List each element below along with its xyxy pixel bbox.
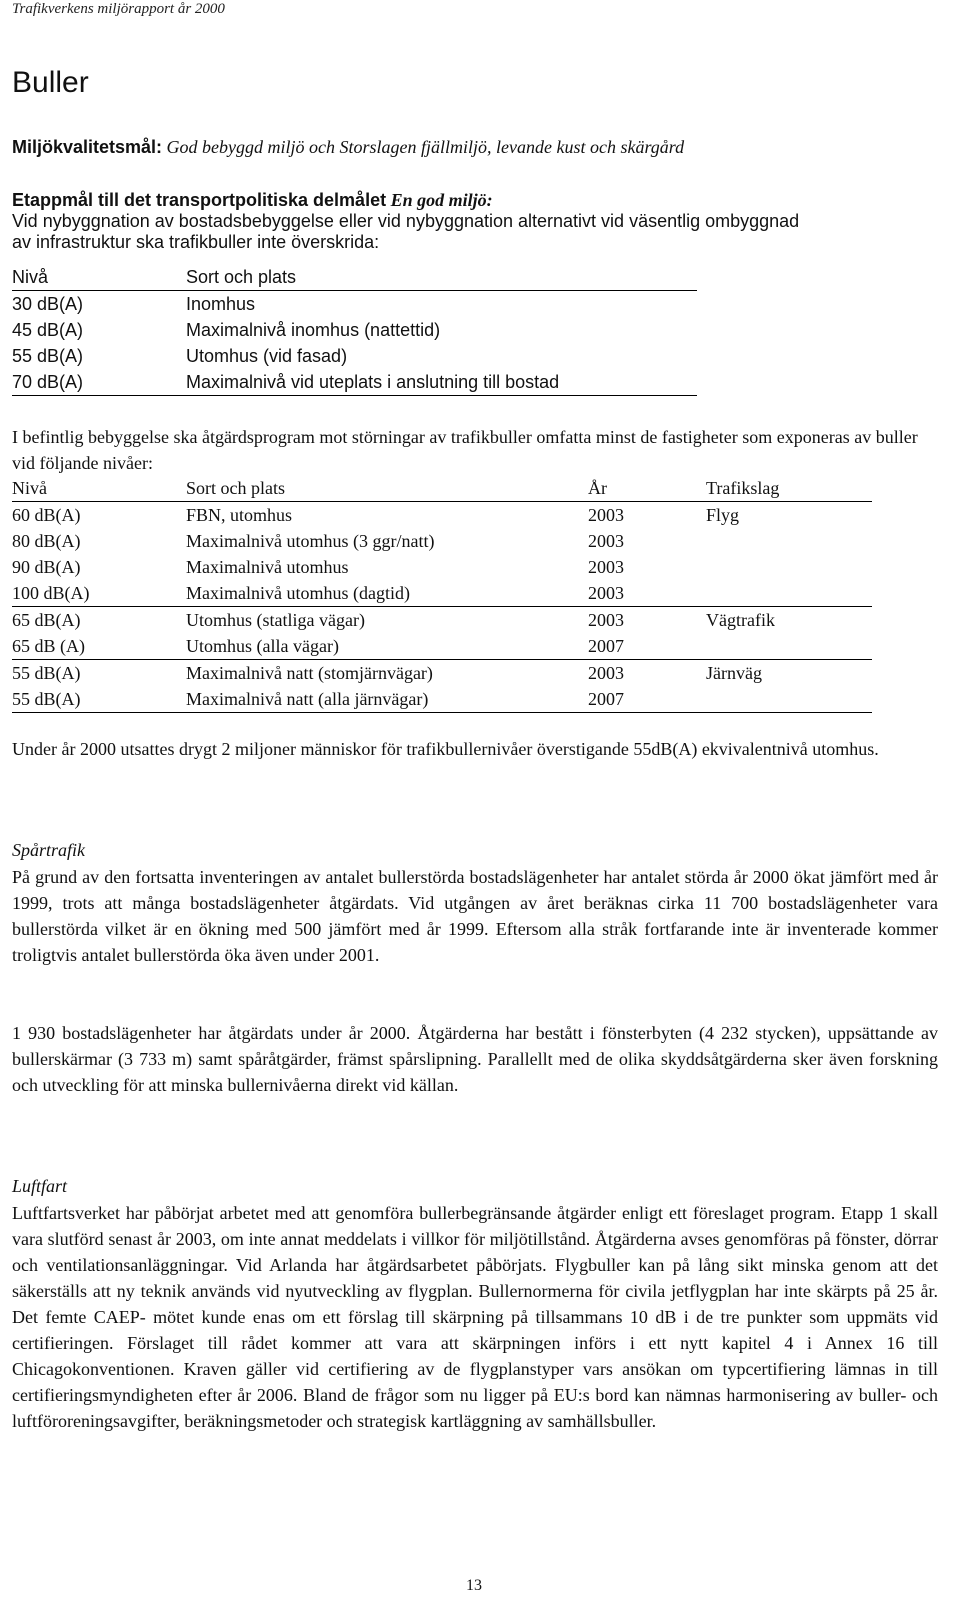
cell-traffic-mode: Vägtrafik <box>706 610 775 630</box>
rail-traffic-paragraph-1: På grund av den fortsatta inventeringen av antalet bullerstörda bostadslägenheter har antalet störda år 2000 ökat jämfört med år 1999, trots att många bostadslägenheter åtgärdats. Vid utgången av året beräknas cirka 11 700 bostadslägenheter vara bullerstörda vilket är en ökning med 500 jämfört med år 1999. Eftersom alla stråk fortfarande inte är inventerade kommer troligtvis antalet bullerstörda öka även under 2001. <box>12 867 938 965</box>
cell-level: 60 dB(A) <box>12 505 81 525</box>
cell-year: 2003 <box>588 531 624 551</box>
table-row <box>12 607 872 633</box>
cell-level: 55 dB(A) <box>12 346 84 366</box>
cell-type-place: Maximalnivå utomhus (3 ggr/natt) <box>186 531 435 551</box>
table-row <box>12 686 872 713</box>
column-header-level: Nivå <box>12 478 47 498</box>
table-row <box>12 660 872 686</box>
column-header-traffic-mode: Trafikslag <box>706 478 780 498</box>
table-row <box>12 580 872 607</box>
cell-year: 2003 <box>588 505 624 525</box>
cell-type-place: Maximalnivå natt (alla järnvägar) <box>186 689 429 709</box>
cell-type-place: Maximalnivå inomhus (nattettid) <box>186 320 441 340</box>
section-title: Buller <box>12 66 89 99</box>
aviation-paragraph: Luftfartsverket har påbörjat arbetet med att genomföra bullerbegränsande åtgärder enligt ett föreslaget program. Etapp 1 skall vara slutförd senast år 2003, om inte annat meddelats i villkor för miljötillstånd. Åtgärderna avses genomföras på fönster, dörrar och ventilationsanläggningar. Vid Arlanda har åtgärdsarbetet påbörjats. Flygbuller kan på lång sikt minska genom att det säkerställs att ny teknik används vid nyutveckling av flygplan. Bullernormerna för civila jetflygplan har inte skärpts på 25 år. Det femte CAEP- mötet kunde enas om ett förslag till skärpning på tillsammans 10 dB i de tre punkter som uppmäts vid certifieringen. Förslaget till rådet kommer att vara att skärpningen införs i ett nytt kapitel 4 i Annex 16 till Chicagokonventionen. Kraven gäller vid certifiering av de flygplanstyper vars ansökan om typcertifiering lämnas in till certifieringsmyndigheten efter år 2006. Bland de frågor som nu ligger på EU:s bord kan nämnas harmonisering av buller- och luftföroreningsavgifter, beräkningsmetoder och strategisk kartläggning av samhällsbuller. <box>12 1203 938 1431</box>
page-number: 13 <box>466 1577 482 1594</box>
cell-type-place: Utomhus (alla vägar) <box>186 636 339 656</box>
environmental-goal-label: Miljökvalitetsmål: <box>12 137 163 157</box>
cell-type-place: Maximalnivå utomhus (dagtid) <box>186 583 410 603</box>
table-row <box>12 343 697 369</box>
cell-level: 100 dB(A) <box>12 583 90 603</box>
table-row <box>12 554 872 580</box>
aviation-heading: Luftfart <box>12 1176 68 1196</box>
table-row <box>12 317 697 343</box>
interim-target-line-2: av infrastruktur ska trafikbuller inte överskrida: <box>12 232 380 252</box>
column-header-type-place: Sort och plats <box>186 267 297 287</box>
cell-year: 2007 <box>588 636 624 656</box>
existing-buildings-paragraph: I befintlig bebyggelse ska åtgärdsprogram mot störningar av trafikbuller omfatta minst de fastigheter som exponeras av buller vid följande nivåer: <box>12 427 918 473</box>
cell-level: 55 dB(A) <box>12 663 81 683</box>
cell-level: 80 dB(A) <box>12 531 81 551</box>
interim-target-label: Etappmål till det transportpolitiska delmålet <box>12 190 387 210</box>
existing-buildings-noise-table <box>12 475 872 713</box>
cell-level: 45 dB(A) <box>12 320 84 340</box>
rail-traffic-heading: Spårtrafik <box>12 840 86 860</box>
cell-type-place: Utomhus (vid fasad) <box>186 346 348 366</box>
cell-level: 70 dB(A) <box>12 372 84 392</box>
table-row <box>12 502 872 528</box>
running-header: Trafikverkens miljörapport år 2000 <box>12 1 225 17</box>
cell-year: 2003 <box>588 610 624 630</box>
cell-traffic-mode: Flyg <box>706 505 740 525</box>
cell-type-place: Maximalnivå vid uteplats i anslutning till bostad <box>186 372 560 392</box>
cell-year: 2003 <box>588 557 624 577</box>
cell-level: 55 dB(A) <box>12 689 81 709</box>
cell-type-place: Inomhus <box>186 294 256 314</box>
table-row <box>12 369 697 396</box>
cell-year: 2007 <box>588 689 624 709</box>
environmental-goal <box>12 137 684 158</box>
cell-level: 65 dB(A) <box>12 610 81 630</box>
cell-level: 65 dB (A) <box>12 636 85 656</box>
cell-year: 2003 <box>588 663 624 683</box>
cell-type-place: Maximalnivå natt (stomjärnvägar) <box>186 663 433 683</box>
new-construction-noise-table <box>12 264 697 396</box>
cell-year: 2003 <box>588 583 624 603</box>
interim-target-line-1: Vid nybyggnation av bostadsbebyggelse eller vid nybyggnation alternativt vid väsentlig ombyggnad <box>12 211 800 231</box>
environmental-goal-value: God bebyggd miljö och Storslagen fjällmiljö, levande kust och skärgård <box>166 137 685 157</box>
cell-traffic-mode: Järnväg <box>706 663 762 683</box>
interim-target <box>12 190 799 253</box>
interim-target-value: En god miljö: <box>390 190 493 210</box>
cell-type-place: Utomhus (statliga vägar) <box>186 610 365 630</box>
cell-type-place: FBN, utomhus <box>186 505 293 525</box>
exposure-paragraph: Under år 2000 utsattes drygt 2 miljoner människor för trafikbullernivåer överstigande 55dB(A) ekvivalentnivå utomhus. <box>12 739 879 759</box>
column-header-type-place: Sort och plats <box>186 478 285 498</box>
table-row <box>12 633 872 660</box>
column-header-level: Nivå <box>12 267 49 287</box>
cell-level: 90 dB(A) <box>12 557 81 577</box>
table-row <box>12 291 697 317</box>
cell-type-place: Maximalnivå utomhus <box>186 557 349 577</box>
table-header-row <box>12 475 872 502</box>
column-header-year: År <box>588 478 607 498</box>
table-row <box>12 528 872 554</box>
rail-traffic-paragraph-2: 1 930 bostadslägenheter har åtgärdats under år 2000. Åtgärderna har bestått i fönsterbyten (4 232 stycken), uppsättande av bullerskärmar (3 733 m) samt spåråtgärder, främst spårslipning. Parallellt med de olika skyddsåtgärderna sker även forskning och utveckling för att minska bullernivåerna direkt vid källan. <box>12 1023 938 1095</box>
cell-level: 30 dB(A) <box>12 294 84 314</box>
table-header-row <box>12 264 697 291</box>
